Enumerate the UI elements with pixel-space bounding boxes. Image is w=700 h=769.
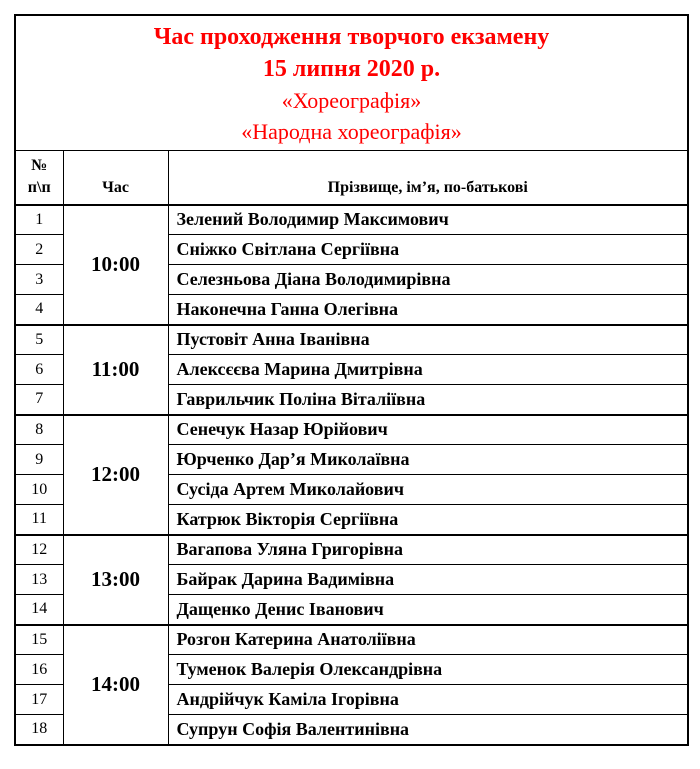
row-number: 12: [15, 535, 63, 565]
row-number: 13: [15, 565, 63, 595]
student-name: Туменок Валерія Олександрівна: [168, 655, 688, 685]
student-name: Дащенко Денис Іванович: [168, 595, 688, 625]
title-row: [15, 15, 688, 151]
row-number: 1: [15, 205, 63, 235]
row-number: 16: [15, 655, 63, 685]
column-header-name: Прізвище, ім’я, по-батькові: [168, 151, 688, 205]
row-number: 14: [15, 595, 63, 625]
student-name: Сенечук Назар Юрійович: [168, 415, 688, 445]
table-row: [15, 535, 688, 565]
document-page: [0, 14, 700, 769]
student-name: Гаврильчик Поліна Віталіївна: [168, 385, 688, 415]
table-row: [15, 415, 688, 445]
row-number: 6: [15, 355, 63, 385]
student-name: Юрченко Дар’я Миколаївна: [168, 445, 688, 475]
time-slot: 14:00: [63, 625, 168, 745]
row-number: 15: [15, 625, 63, 655]
table-header-row: [15, 151, 688, 205]
student-name: Сніжко Світлана Сергіївна: [168, 235, 688, 265]
table-row: [15, 625, 688, 655]
time-slot: 12:00: [63, 415, 168, 535]
exam-date: 15 липня 2020 р.: [262, 56, 441, 82]
title-block: [15, 15, 688, 151]
schedule-rows: [15, 205, 688, 745]
row-number: 18: [15, 715, 63, 745]
exam-schedule-table: [14, 14, 689, 746]
document-title: Час проходження творчого екзамену: [153, 24, 550, 50]
student-name: Андрійчук Каміла Ігорівна: [168, 685, 688, 715]
column-header-time: Час: [63, 151, 168, 205]
student-name: Вагапова Уляна Григорівна: [168, 535, 688, 565]
time-slot: 13:00: [63, 535, 168, 625]
row-number: 11: [15, 505, 63, 535]
column-header-number: [15, 151, 63, 205]
student-name: Байрак Дарина Вадимівна: [168, 565, 688, 595]
row-number: 5: [15, 325, 63, 355]
student-name: Супрун Софія Валентинівна: [168, 715, 688, 745]
row-number: 3: [15, 265, 63, 295]
row-number: 9: [15, 445, 63, 475]
table-row: [15, 205, 688, 235]
row-number: 8: [15, 415, 63, 445]
row-number: 10: [15, 475, 63, 505]
row-number: 2: [15, 235, 63, 265]
time-slot: 11:00: [63, 325, 168, 415]
student-name: Наконечна Ганна Олегівна: [168, 295, 688, 325]
table-row: [15, 325, 688, 355]
row-number: 4: [15, 295, 63, 325]
column-header-number-line1: №: [31, 157, 48, 175]
time-slot: 10:00: [63, 205, 168, 325]
column-header-number-line2: п\п: [27, 179, 51, 197]
student-name: Катрюк Вікторія Сергіївна: [168, 505, 688, 535]
student-name: Алексєєва Марина Дмитрівна: [168, 355, 688, 385]
student-name: Сусіда Артем Миколайович: [168, 475, 688, 505]
specialty-name: «Хореографія»: [281, 88, 422, 113]
student-name: Розгон Катерина Анатоліївна: [168, 625, 688, 655]
student-name: Зелений Володимир Максимович: [168, 205, 688, 235]
row-number: 17: [15, 685, 63, 715]
student-name: Селезньова Діана Володимирівна: [168, 265, 688, 295]
student-name: Пустовіт Анна Іванівна: [168, 325, 688, 355]
row-number: 7: [15, 385, 63, 415]
specialization-name: «Народна хореографія»: [241, 119, 462, 144]
